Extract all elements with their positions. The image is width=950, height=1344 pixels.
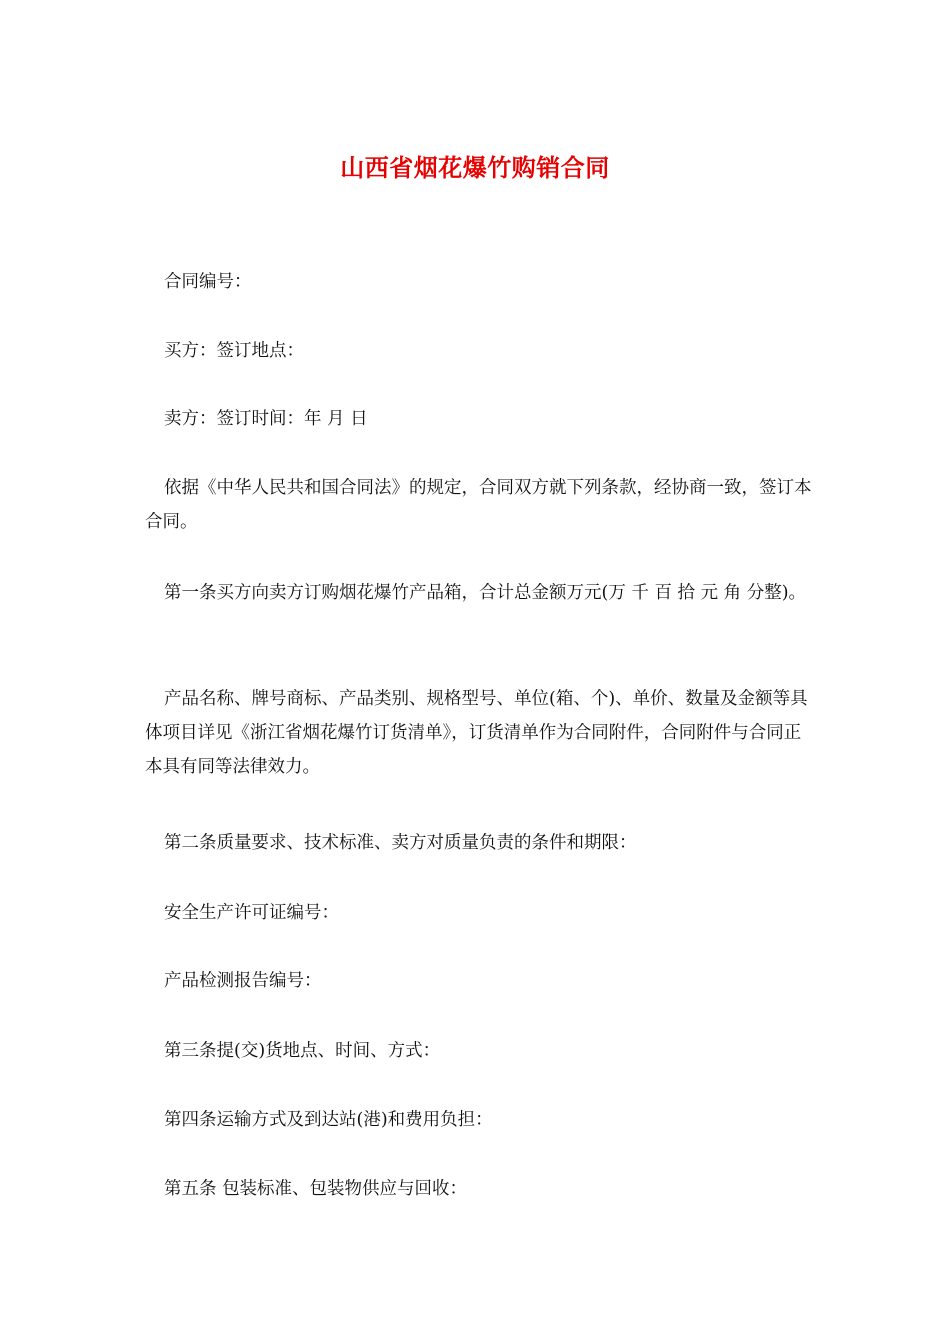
- article-1-paragraph: 第一条买方向卖方订购烟花爆竹产品箱，合计总金额万元(万 千 百 拾 元 角 分整)。: [164, 583, 807, 603]
- article-2-paragraph: 第二条质量要求、技术标准、卖方对质量负责的条件和期限：: [164, 833, 637, 853]
- seller-line: 卖方：签订时间：年 月 日: [164, 409, 368, 429]
- contract-number-line: 合同编号：: [164, 272, 252, 292]
- article-4-paragraph: 第四条运输方式及到达站(港)和费用负担：: [164, 1110, 493, 1130]
- article-5-paragraph: 第五条 包装标准、包装物供应与回收：: [164, 1179, 468, 1199]
- inspection-report-line: 产品检测报告编号：: [164, 971, 322, 991]
- preamble-paragraph: 依据《中华人民共和国合同法》的规定，合同双方就下列条款，经协商一致，签订本合同。: [145, 478, 812, 532]
- safety-license-line: 安全生产许可证编号：: [164, 903, 339, 923]
- document-title: 山西省烟花爆竹购销合同: [340, 153, 610, 182]
- buyer-line: 买方：签订地点：: [164, 341, 304, 361]
- product-details-paragraph: 产品名称、牌号商标、产品类别、规格型号、单位(箱、个)、单价、数量及金额等具体项目详见《浙江省烟花爆竹订货清单》，订货清单作为合同附件，合同附件与合同正本具有同等法律效力。: [145, 689, 808, 777]
- article-3-paragraph: 第三条提(交)货地点、时间、方式：: [164, 1041, 441, 1061]
